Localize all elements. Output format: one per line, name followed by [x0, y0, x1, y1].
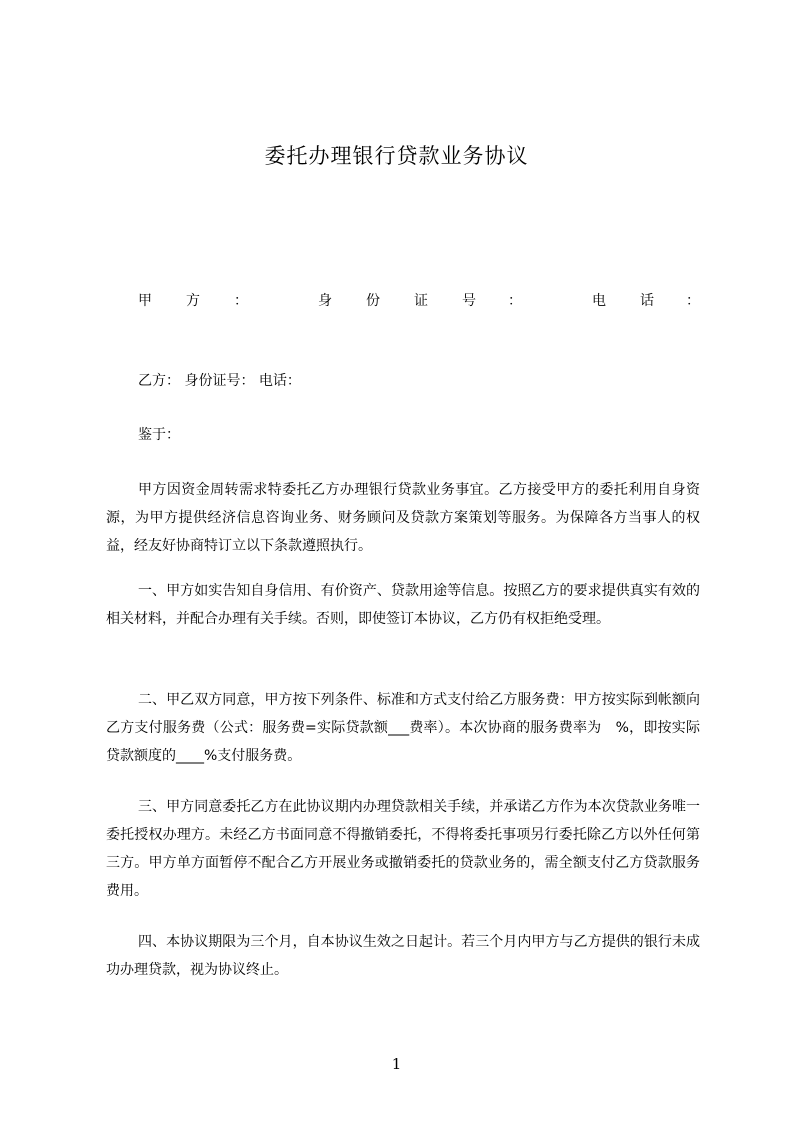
page-number: 1: [391, 1055, 402, 1073]
clause-1-paragraph: 一、甲方如实告知自身信用、有价资产、贷款用途等信息。按照乙方的要求提供真实有效的相关材料，并配合办理有关手续。否则，即使签订本协议，乙方仍有权拒绝受理。: [106, 583, 700, 627]
document-title: 委托办理银行贷款业务协议: [264, 144, 529, 168]
party-a-char: 话: [640, 293, 654, 309]
clause-4-paragraph: 四、本协议期限为三个月，自本协议生效之日起计。若三个月内甲方与乙方提供的银行未成功办理贷款，视为协议终止。: [106, 934, 700, 978]
preamble-paragraph: 甲方因资金周转需求特委托乙方办理银行贷款业务事宜。乙方接受甲方的委托利用自身资源，为甲方提供经济信息咨询业务、财务顾问及贷款方案策划等服务。为保障各方当事人的权益，经友好协商特订立以下条款遵照执行。: [106, 482, 700, 554]
whereas-heading: 鉴于：: [138, 427, 180, 443]
party-b-line: 乙方： 身份证号： 电话：: [138, 373, 301, 389]
party-a-char: 甲: [138, 293, 152, 309]
party-a-char: 份: [366, 293, 380, 309]
clause-3-paragraph: 三、甲方同意委托乙方在此协议期内办理贷款相关手续，并承诺乙方作为本次贷款业务唯一委托授权办理方。未经乙方书面同意不得撤销委托，不得将委托事项另行委托除乙方以外任何第三方。甲方单方面暂停不配合乙方开展业务或撤销委托的贷款业务的，需全额支付乙方贷款服务费用。: [106, 799, 700, 899]
clause-2-paragraph: 二、甲乙双方同意，甲方按下列条件、标准和方式支付给乙方服务费：甲方按实际到帐额向乙方支付服务费（公式：服务费=实际贷款额___费率）。本次协商的服务费率为 %，即按实际贷款额度的____%支付服务费。: [106, 692, 700, 764]
party-a-char: 方: [186, 293, 200, 309]
party-a-char: 号: [462, 293, 476, 309]
party-a-char: ：: [686, 293, 700, 309]
party-a-char: 电: [592, 293, 606, 309]
party-a-char: ：: [234, 293, 248, 309]
party-a-char: ：: [508, 293, 522, 309]
party-a-char: 证: [414, 293, 428, 309]
party-a-char: 身: [318, 293, 332, 309]
party-a-line: [138, 290, 700, 312]
